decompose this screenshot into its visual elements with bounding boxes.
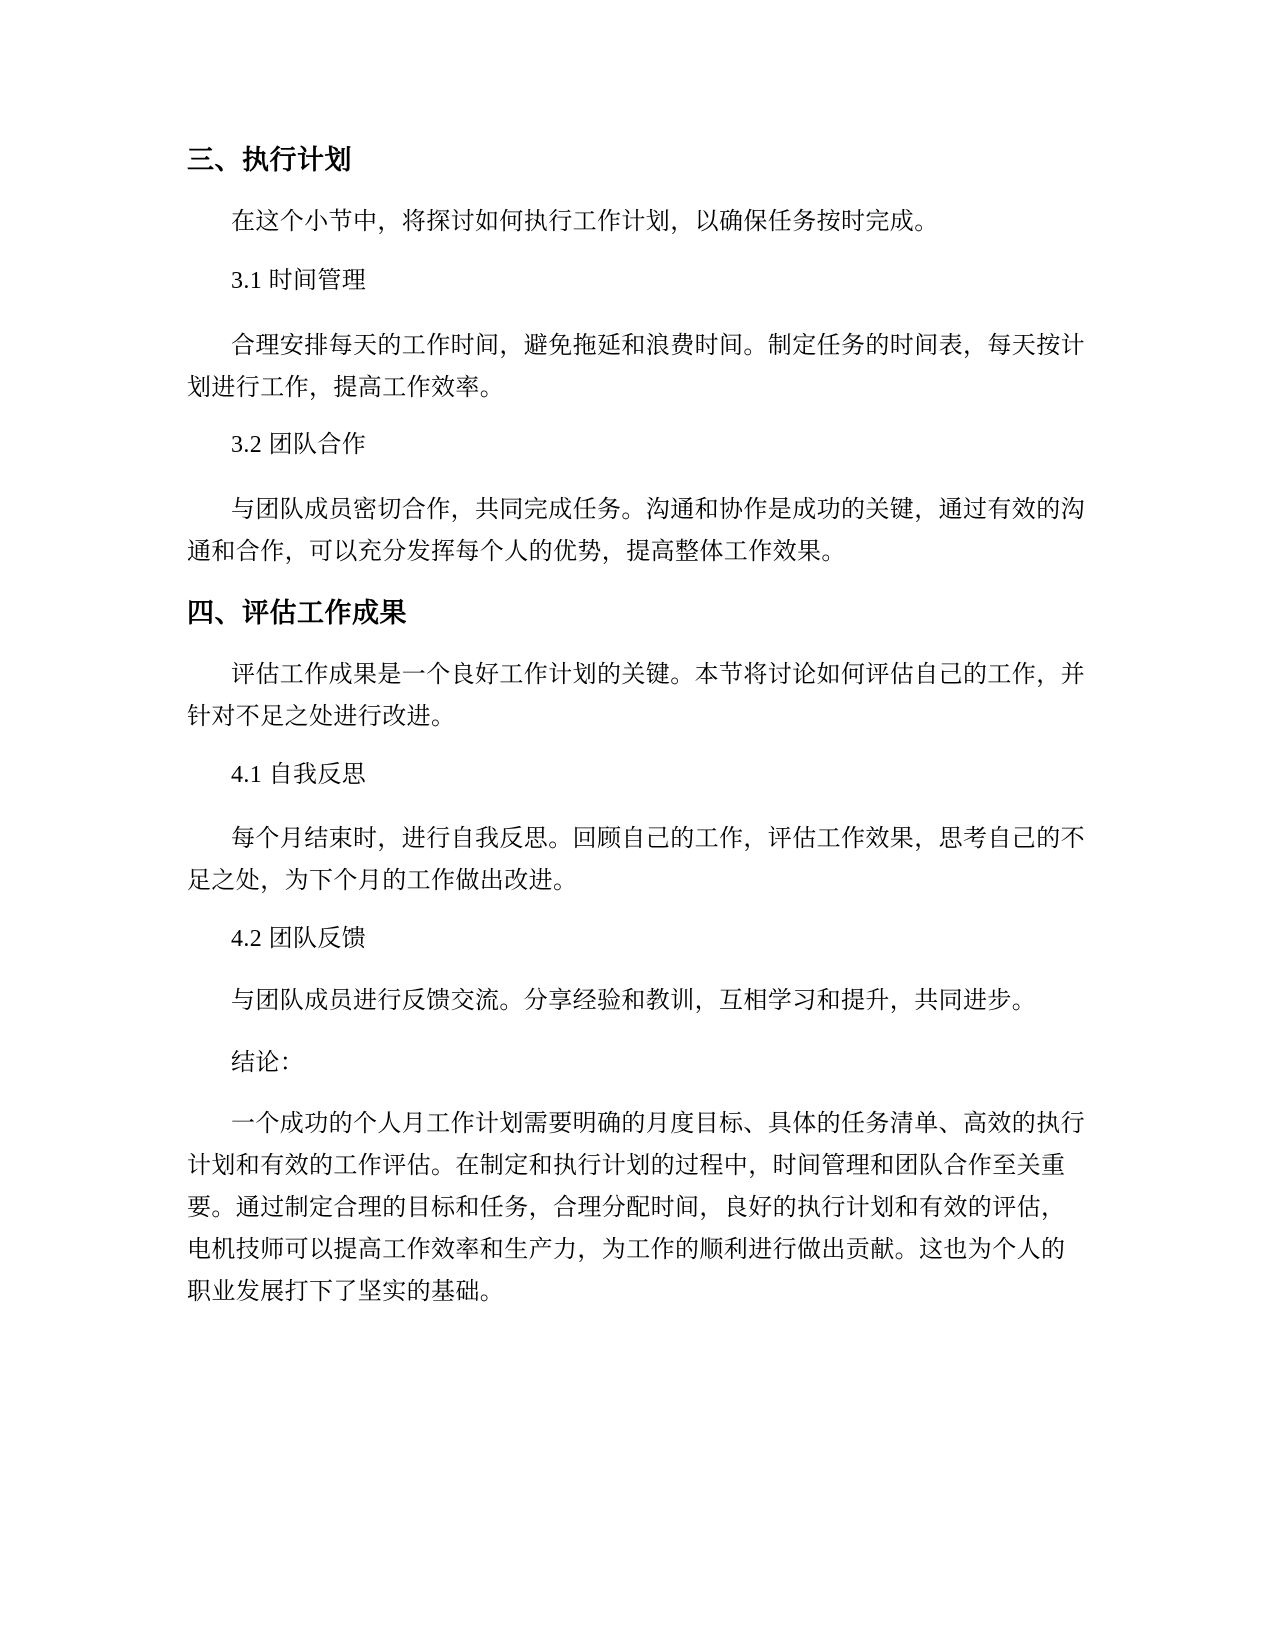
subsection-4-2-title: 4.2 团队反馈 [231, 926, 367, 952]
conclusion-text: 一个成功的个人月工作计划需要明确的月度目标、具体的任务清单、高效的执行计划和有效的工作评估。在制定和执行计划的过程中，时间管理和团队合作至关重要。通过制定合理的目标和任务，合理分配时间，良好的执行计划和有效的评估，电机技师可以提高工作效率和生产力，为工作的顺利进行做出贡献。这也为个人的职业发展打下了坚实的基础。 [187, 1111, 1085, 1305]
section-4-intro: 评估工作成果是一个良好工作计划的关键。本节将讨论如何评估自己的工作，并针对不足之处进行改进。 [187, 662, 1085, 730]
subsection-3-1-title: 3.1 时间管理 [231, 268, 367, 294]
subsection-4-1-title: 4.1 自我反思 [231, 762, 367, 788]
section-4-heading: 四、评估工作成果 [187, 598, 407, 628]
section-3-heading: 三、执行计划 [187, 145, 352, 175]
conclusion-title: 结论： [231, 1050, 305, 1076]
subsection-3-2-text: 与团队成员密切合作，共同完成任务。沟通和协作是成功的关键，通过有效的沟通和合作，可以充分发挥每个人的优势，提高整体工作效果。 [187, 497, 1085, 565]
section-3-intro: 在这个小节中，将探讨如何执行工作计划，以确保任务按时完成。 [231, 209, 939, 235]
subsection-3-1-text: 合理安排每天的工作时间，避免拖延和浪费时间。制定任务的时间表，每天按计划进行工作，提高工作效率。 [187, 333, 1085, 401]
subsection-4-2-text: 与团队成员进行反馈交流。分享经验和教训，互相学习和提升，共同进步。 [231, 988, 1037, 1014]
subsection-3-2-title: 3.2 团队合作 [231, 432, 367, 458]
subsection-4-1-text: 每个月结束时，进行自我反思。回顾自己的工作，评估工作效果，思考自己的不足之处，为下个月的工作做出改进。 [187, 826, 1085, 894]
